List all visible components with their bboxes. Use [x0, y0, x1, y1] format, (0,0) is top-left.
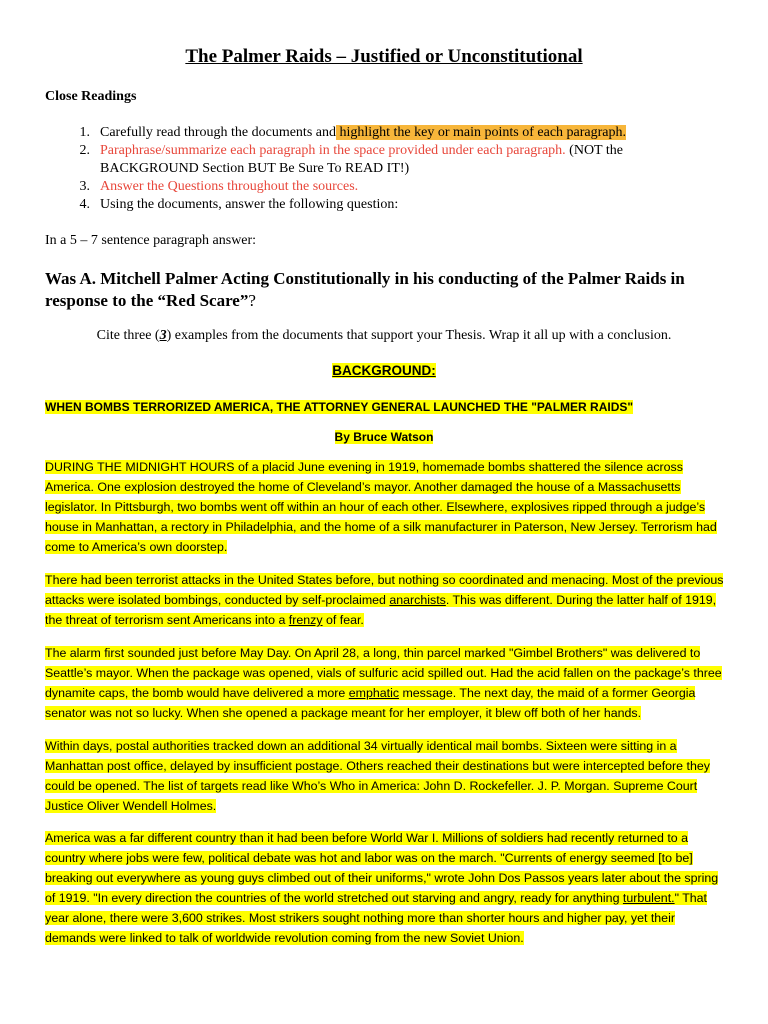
underlined-term: anarchists: [389, 593, 446, 607]
instruction-number: 3.: [79, 179, 90, 194]
paragraph-prompt: In a 5 – 7 sentence paragraph answer:: [45, 233, 257, 248]
paragraph-text: " That year alone, there were 3,600 strikes. Most strikers sought nothing more than shorter hours and higher pay, yet their demands were linked to talk of worldwide revolution coming from the new Soviet Union.: [45, 891, 708, 945]
question-mark: ?: [248, 291, 256, 310]
article-title: [45, 400, 633, 414]
background-heading: [0, 363, 768, 378]
background-heading-text: BACKGROUND:: [332, 363, 436, 378]
paragraph-text: The alarm first sounded just before May Day. On April 28, a long, thin parcel marked "Gimbel Brothers" was delivered to Seattle’s mayor. When the package was opened, vials of sulfuric acid spilled out. Had the acid fallen on the package’s three dynamite caps, the bomb would have delivered a more: [45, 646, 722, 700]
cite-text-end: ) examples from the documents that support your Thesis. Wrap it all up with a conclusion.: [166, 328, 672, 343]
cite-instruction: [0, 328, 768, 344]
underlined-term: emphatic: [348, 686, 400, 700]
instruction-item-3: [45, 178, 725, 196]
paragraph-text: Within days, postal authorities tracked down an additional 34 virtually identical mail bombs. Sixteen were sitting in a Manhattan post office, delayed by insufficient postage. Others reached their destinations but were intercepted before they could be opened. The list of targets read like Who’s Who in America: John D. Rockefeller. J. P. Morgan. Supreme Court Justice Oliver Wendell Holmes.: [45, 739, 710, 813]
paragraph-text: DURING THE MIDNIGHT HOURS of a placid June evening in 1919, homemade bombs shattered the silence across America. One explosion destroyed the home of Cleveland’s mayor. Another damaged the house of a Massachusetts legislator. In Pittsburgh, two bombs went off within an hour of each other. Elsewhere, explosives ripped through a judge’s house in Manhattan, a rectory in Philadelphia, and the home of a silk manufacturer in Paterson, New Jersey. Terrorism had come to America’s own doorstep.: [45, 460, 717, 554]
instruction-number: 1.: [79, 125, 90, 140]
instruction-text: Answer the Questions throughout the sources.: [100, 179, 359, 194]
byline-text: By Bruce Watson: [334, 430, 434, 444]
cite-number: 3: [159, 328, 167, 343]
instruction-text: Carefully read through the documents and: [100, 125, 336, 140]
paragraph-text: message. The next day, the maid of a former Georgia senator was not so lucky. When she opened a package meant for her employer, it blew off both of her hands.: [45, 686, 696, 720]
underlined-term: turbulent.: [622, 891, 675, 905]
instruction-highlight-text: highlight the key or main points of each paragraph.: [335, 125, 627, 140]
paragraph-text: . This was different. During the latter half of 1919, the threat of terrorism sent Americans into a: [45, 593, 717, 627]
instruction-text: Paraphrase/summarize each paragraph in the space provided under each paragraph.: [100, 143, 566, 158]
close-readings-heading: Close Readings: [45, 89, 137, 104]
question-text: Was A. Mitchell Palmer Acting Constitutionally in his conducting of the Palmer Raids in response to the “Red Scare”: [45, 269, 685, 310]
paragraph-text: America was a far different country than it had been before World War I. Millions of soldiers had recently returned to a country where jobs were few, political debate was hot and labor was on the march. "Currents of energy seemed [to be] breaking out everywhere as young guys climbed out of their uniforms," wrote John Dos Passos years later about the spring of 1919. "In every direction the countries of the world stretched out starving and angry, ready for anything: [45, 831, 719, 905]
article-paragraph-3: [45, 643, 725, 723]
instruction-item-1: [45, 124, 725, 142]
paragraph-text: of fear.: [322, 613, 364, 627]
paragraph-text: There had been terrorist attacks in the United States before, but nothing so coordinated and menacing. Most of the previous attacks were isolated bombings, conducted by self-proclaimed: [45, 573, 724, 607]
article-title-text: WHEN BOMBS TERRORIZED AMERICA, THE ATTORNEY GENERAL LAUNCHED THE "PALMER RAIDS": [45, 400, 634, 414]
article-paragraph-4: [45, 736, 725, 816]
article-paragraph-2: [45, 570, 725, 630]
instruction-text: Using the documents, answer the following question:: [100, 197, 399, 212]
cite-text-start: Cite three (: [96, 328, 160, 343]
instruction-item-4: [45, 196, 725, 214]
article-byline: [0, 430, 768, 444]
essay-question: [45, 268, 735, 312]
instruction-item-2: [45, 142, 725, 178]
article-paragraph-5: [45, 828, 725, 948]
instruction-number: 2.: [79, 143, 90, 158]
instruction-note: (NOT the BACKGROUND Section BUT Be Sure To READ IT!): [100, 143, 623, 176]
article-paragraph-1: [45, 457, 725, 557]
instruction-number: 4.: [79, 197, 90, 212]
page-title: The Palmer Raids – Justified or Unconstitutional: [185, 46, 583, 67]
underlined-term: frenzy: [288, 613, 323, 627]
instructions-list: [45, 124, 725, 214]
